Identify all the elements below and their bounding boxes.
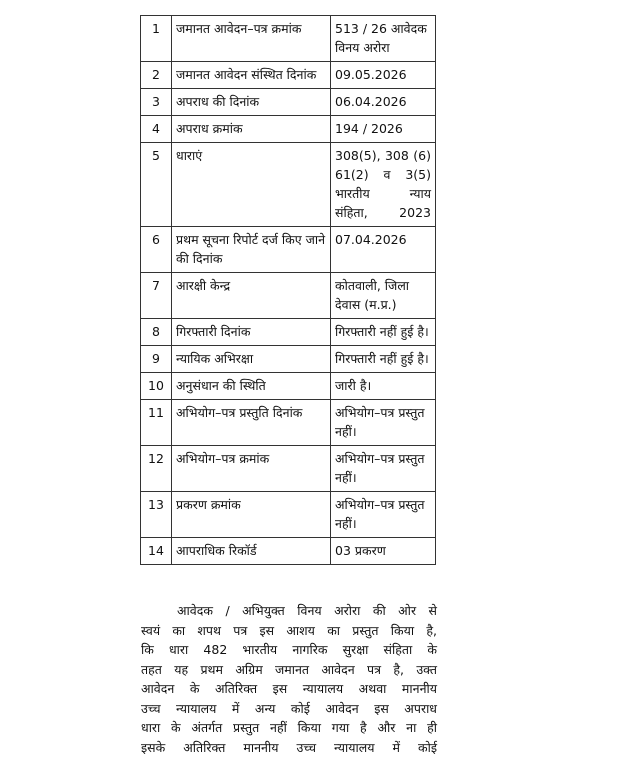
table-row [141, 446, 436, 492]
field-label: आरक्षी केन्द्र [172, 273, 331, 319]
table-row [141, 16, 436, 62]
row-number: 1 [141, 16, 172, 62]
field-value: अभियोग–पत्र प्रस्तुत नहीं। [331, 446, 436, 492]
field-value: गिरफ्तारी नहीं हुई है। [331, 319, 436, 346]
case-details-table [140, 15, 436, 565]
field-label: न्यायिक अभिरक्षा [172, 346, 331, 373]
row-number: 4 [141, 116, 172, 143]
table-row [141, 492, 436, 538]
paragraph-line: इसके अतिरिक्त माननीय उच्च न्यायालय में कोई [141, 739, 437, 755]
field-label: प्रथम सूचना रिपोर्ट दर्ज किए जाने की दिनांक [172, 227, 331, 273]
row-number: 5 [141, 143, 172, 227]
field-label: अभियोग–पत्र प्रस्तुति दिनांक [172, 400, 331, 446]
paragraph-line: आवेदन के अतिरिक्त इस न्यायालय अथवा माननीय [141, 681, 437, 696]
field-label: जमानत आवेदन–पत्र क्रमांक [172, 16, 331, 62]
field-label: गिरफ्तारी दिनांक [172, 319, 331, 346]
field-label: आपराधिक रिकॉर्ड [172, 538, 331, 565]
field-value: 308(5), 308 (6) 61(2) व 3(5) भारतीय न्याय संहिता, 2023 [331, 143, 436, 227]
row-number: 2 [141, 62, 172, 89]
field-value: गिरफ्तारी नहीं हुई है। [331, 346, 436, 373]
field-value: जारी है। [331, 373, 436, 400]
field-value: अभियोग–पत्र प्रस्तुत नहीं। [331, 400, 436, 446]
field-label: अपराध क्रमांक [172, 116, 331, 143]
paragraph-line: स्वयं का शपथ पत्र इस आशय का प्रस्तुत किया है, [141, 622, 437, 638]
paragraph-line: उच्च न्यायालय में अन्य कोई आवेदन इस अपराध [141, 700, 437, 716]
row-number: 6 [141, 227, 172, 273]
paragraph-line: कि धारा 482 भारतीय नागरिक सुरक्षा संहिता के [141, 642, 437, 657]
field-value: 06.04.2026 [331, 89, 436, 116]
field-value: 09.05.2026 [331, 62, 436, 89]
field-value: 513 / 26 आवेदक विनय अरोरा [331, 16, 436, 62]
table-row [141, 62, 436, 89]
row-number: 3 [141, 89, 172, 116]
table-row [141, 319, 436, 346]
table-row [141, 346, 436, 373]
row-number: 11 [141, 400, 172, 446]
field-label: धाराएं [172, 143, 331, 227]
field-value: कोतवाली, जिला देवास (म.प्र.) [331, 273, 436, 319]
row-number: 14 [141, 538, 172, 565]
row-number: 7 [141, 273, 172, 319]
paragraph-line: तहत यह प्रथम अग्रिम जमानत आवेदन पत्र है, उक्त [141, 661, 437, 677]
row-number: 8 [141, 319, 172, 346]
field-label: अनुसंधान की स्थिति [172, 373, 331, 400]
table-row [141, 400, 436, 446]
field-label: जमानत आवेदन संस्थित दिनांक [172, 62, 331, 89]
field-label: अपराध की दिनांक [172, 89, 331, 116]
table-row [141, 538, 436, 565]
field-label: अभियोग–पत्र क्रमांक [172, 446, 331, 492]
table-row [141, 143, 436, 227]
table-row [141, 227, 436, 273]
row-number: 10 [141, 373, 172, 400]
field-value: 194 / 2026 [331, 116, 436, 143]
table-row [141, 373, 436, 400]
body-paragraph [141, 601, 437, 757]
paragraph-line: धारा के अंतर्गत प्रस्तुत नहीं किया गया है और ना ही [141, 720, 437, 735]
row-number: 13 [141, 492, 172, 538]
field-label: प्रकरण क्रमांक [172, 492, 331, 538]
table-row [141, 89, 436, 116]
field-value: 07.04.2026 [331, 227, 436, 273]
paragraph-line: आवेदक / अभियुक्त विनय अरोरा की ओर से [177, 603, 437, 618]
table-row [141, 116, 436, 143]
row-number: 9 [141, 346, 172, 373]
field-value: 03 प्रकरण [331, 538, 436, 565]
field-value: अभियोग–पत्र प्रस्तुत नहीं। [331, 492, 436, 538]
row-number: 12 [141, 446, 172, 492]
table-row [141, 273, 436, 319]
